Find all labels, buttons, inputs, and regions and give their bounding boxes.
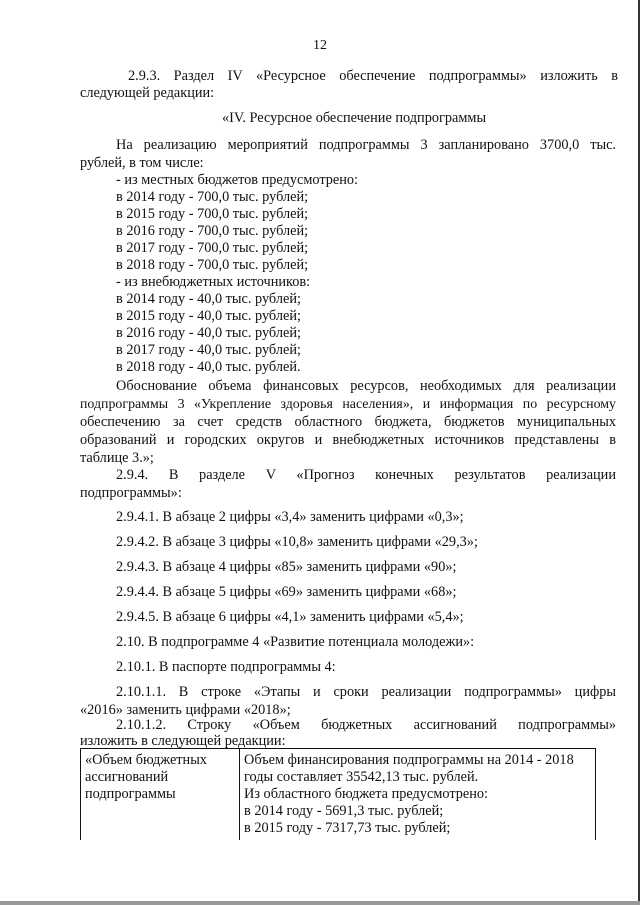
cell-line: годы составляет 35542,13 тыс. рублей. <box>244 769 479 785</box>
paragraph-line: подпрограммы»: <box>80 485 182 501</box>
amendment-item: 2.9.4.2. В абзаце 3 цифры «10,8» заменить цифрами «29,3»; <box>116 534 478 550</box>
cell-line: в 2015 году - 7317,73 тыс. рублей; <box>244 820 451 836</box>
paragraph-line: На реализацию мероприятий подпрограммы 3 запланировано 3700,0 тыс. <box>116 137 616 153</box>
cell-line: в 2014 году - 5691,3 тыс. рублей; <box>244 803 444 819</box>
paragraph-line: «2016» заменить цифрами «2018»; <box>80 702 291 718</box>
table-cell-label <box>81 749 240 841</box>
cell-line: подпрограммы <box>85 786 176 802</box>
amendment-item: 2.10.1. В паспорте подпрограммы 4: <box>116 659 336 675</box>
paragraph-line: изложить в следующей редакции: <box>80 733 286 749</box>
cell-line: ассигнований <box>85 769 169 785</box>
list-heading: - из внебюджетных источников: <box>116 274 311 290</box>
amendment-item: 2.10.1.2. Строку «Объем бюджетных ассигнований подпрограммы» <box>116 717 616 733</box>
cell-line: Объем финансирования подпрограммы на 2014 - 2018 <box>244 752 574 768</box>
list-item: в 2015 году - 700,0 тыс. рублей; <box>116 206 309 222</box>
list-item: в 2016 году - 40,0 тыс. рублей; <box>116 325 301 341</box>
amendment-item: 2.10.1.1. В строке «Этапы и сроки реализации подпрограммы» цифры <box>116 684 616 700</box>
paragraph-line: Обоснование объема финансовых ресурсов, необходимых для реализации <box>116 378 616 394</box>
list-item: в 2014 году - 700,0 тыс. рублей; <box>116 189 309 205</box>
cell-line: «Объем бюджетных <box>85 752 207 768</box>
paragraph-line: следующей редакции: <box>80 85 215 101</box>
list-item: в 2017 году - 40,0 тыс. рублей; <box>116 342 301 358</box>
paragraph-line: образований и городских округов и внебюджетных источников представлены в <box>80 432 616 448</box>
table-cell-value <box>240 749 596 841</box>
paragraph-line: подпрограммы 3 «Укрепление здоровья населения», и информация по ресурсному <box>80 397 616 412</box>
list-heading: - из местных бюджетов предусмотрено: <box>116 172 359 188</box>
amendment-item: 2.9.4.5. В абзаце 6 цифры «4,1» заменить цифрами «5,4»; <box>116 609 464 625</box>
list-item: в 2017 году - 700,0 тыс. рублей; <box>116 240 309 256</box>
list-item: в 2014 году - 40,0 тыс. рублей; <box>116 291 301 307</box>
paragraph-line: обеспечению за счет средств областного бюджета, бюджетов муниципальных <box>80 414 616 430</box>
scan-border <box>0 901 640 905</box>
amendment-item: 2.9.4.1. В абзаце 2 цифры «3,4» заменить цифрами «0,3»; <box>116 509 464 525</box>
list-item: в 2018 году - 40,0 тыс. рублей. <box>116 359 301 375</box>
page-number: 12 <box>313 38 327 53</box>
paragraph-line: 2.9.3. Раздел IV «Ресурсное обеспечение подпрограммы» изложить в <box>128 68 618 84</box>
list-item: в 2018 году - 700,0 тыс. рублей; <box>116 257 309 273</box>
amendment-item: 2.9.4.4. В абзаце 5 цифры «69» заменить цифрами «68»; <box>116 584 457 600</box>
paragraph-line: 2.9.4. В разделе V «Прогноз конечных результатов реализации <box>116 467 616 483</box>
section-heading: «IV. Ресурсное обеспечение подпрограммы <box>222 110 487 126</box>
amendment-item: 2.10. В подпрограмме 4 «Развитие потенциала молодежи»: <box>116 634 475 650</box>
table-row <box>81 749 596 841</box>
paragraph-line: таблице 3.»; <box>80 450 154 466</box>
paragraph-line: рублей, в том числе: <box>80 155 204 171</box>
list-item: в 2016 году - 700,0 тыс. рублей; <box>116 223 309 239</box>
list-item: в 2015 году - 40,0 тыс. рублей; <box>116 308 301 324</box>
amendment-item: 2.9.4.3. В абзаце 4 цифры «85» заменить цифрами «90»; <box>116 559 457 575</box>
cell-line: Из областного бюджета предусмотрено: <box>244 786 489 802</box>
budget-table <box>80 748 596 840</box>
